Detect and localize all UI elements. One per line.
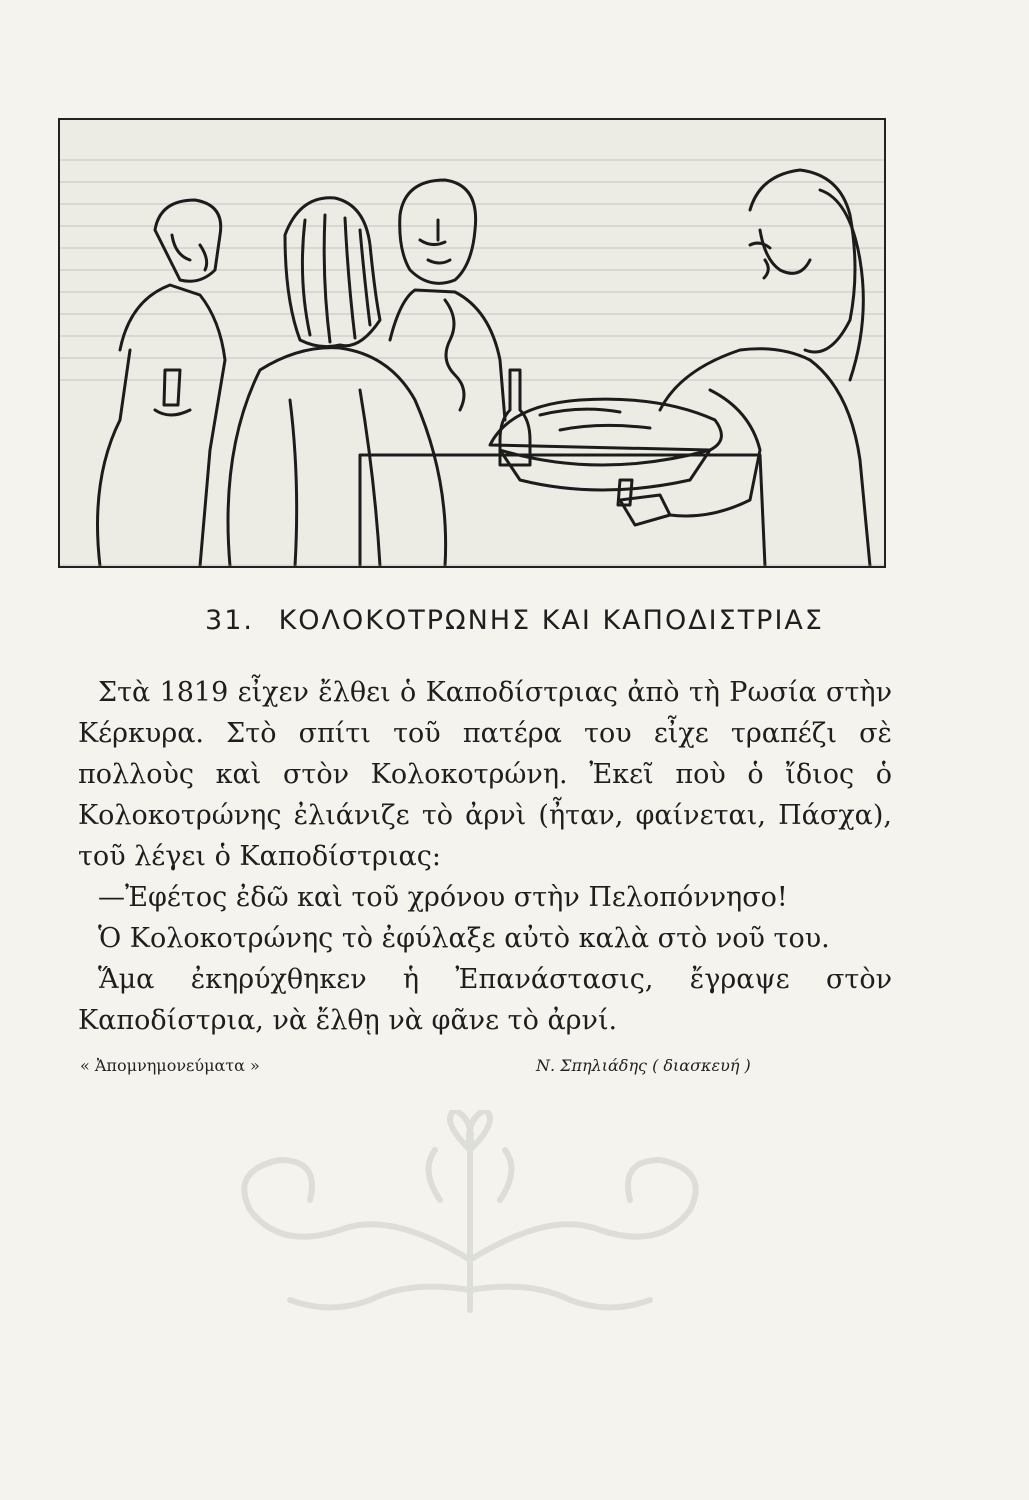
source-left: « Ἀπομνημονεύματα »	[80, 1056, 260, 1075]
source-right: Ν. Σπηλιάδης ( διασκευή )	[536, 1056, 751, 1075]
chapter-number: 31.	[205, 605, 254, 636]
paragraph-2: —Ἐφέτος ἐδῶ καὶ τοῦ χρόνου στὴν Πελοπόννησο!	[98, 882, 788, 913]
illustration-icon	[60, 120, 884, 566]
illustration-frame	[58, 118, 886, 568]
paragraph-3: Ὁ Κολοκοτρώνης τὸ ἐφύλαξε αὐτὸ καλὰ στὸ νοῦ του.	[98, 923, 830, 954]
ornament-icon	[190, 1110, 750, 1320]
chapter-title: ΚΟΛΟΚΟΤΡΩΝΗΣ ΚΑΙ ΚΑΠΟΔΙΣΤΡΙΑΣ	[278, 605, 824, 636]
paragraph-1: Στὰ 1819 εἶχεν ἔλθει ὁ Καποδίστριας ἀπὸ τὴ Ρωσία στὴν Κέρκυρα. Στὸ σπίτι τοῦ πατέρα του εἶχε τραπέζι σὲ πολλοὺς καὶ στὸν Κολοκοτρώνη. Ἐκεῖ ποὺ ὁ ἴδιος ὁ Κολοκοτρώνης ἐλιάνιζε τὸ ἀρνὶ (ἦταν, φαίνεται, Πάσχα), τοῦ λέγει ὁ Καποδίστριας:	[78, 677, 892, 872]
chapter-heading	[0, 605, 1029, 636]
paragraph-4: Ἅμα ἐκηρύχθηκεν ἡ Ἐπανάστασις, ἔγραψε στὸν Καποδίστρια, νὰ ἔλθῃ νὰ φᾶνε τὸ ἀρνί.	[78, 964, 892, 1036]
story-text	[78, 672, 892, 1041]
